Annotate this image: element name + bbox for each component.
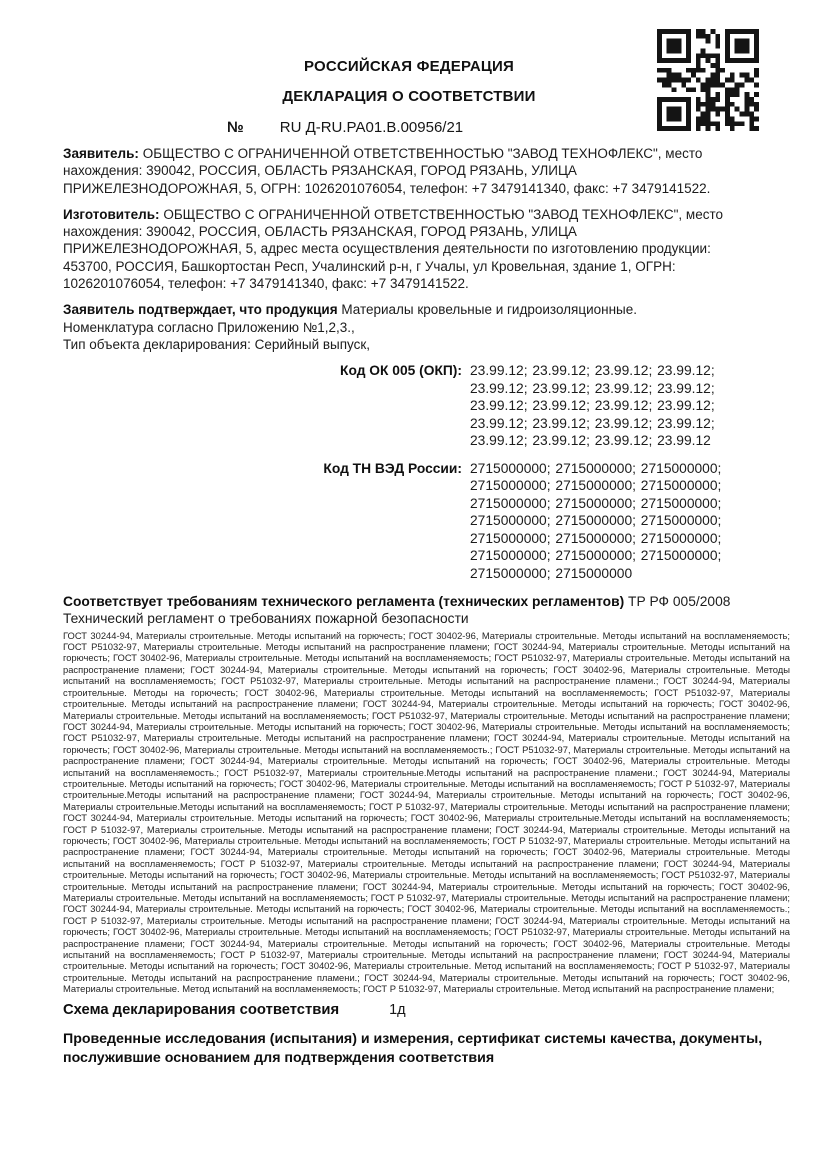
- number-sign: №: [227, 119, 244, 136]
- okp-code-values: 23.99.12; 23.99.12; 23.99.12; 23.99.12; 23.99.12; 23.99.12; 23.99.12; 23.99.12; 23.99.12; 23.99.12; 23.99.12; 23.99.12; 23.99.12; 23.99.12; 23.99.12; 23.99.12; 23.99.12; 23.99.12; 23.99.12; 23.99.12: [470, 363, 715, 449]
- compliance-heading: [63, 593, 790, 627]
- declaration-document: [63, 0, 793, 1068]
- basis-paragraph: Проведенные исследования (испытания) и измерения, сертификат системы качества, документы, послужившие основанием для подтверждения соответствия: [63, 1030, 763, 1066]
- applicant-text: ОБЩЕСТВО С ОГРАНИЧЕННОЙ ОТВЕТСТВЕННОСТЬЮ "ЗАВОД ТЕХНОФЛЕКС", место нахождения: 390042, РОССИЯ, ОБЛАСТЬ РЯЗАНСКАЯ, ГОРОД РЯЗАНЬ, УЛИЦА ПРИЖЕЛЕЗНОДОРОЖНАЯ, 5, ОГРН: 1026201076054, телефон: +7 3479141340, факс: +7 3479141522.: [63, 146, 711, 196]
- declaration-number-line: [227, 119, 793, 136]
- manufacturer-label: Изготовитель:: [63, 206, 160, 222]
- codes-section: [63, 362, 793, 582]
- country-heading: РОССИЙСКАЯ ФЕДЕРАЦИЯ: [303, 58, 514, 75]
- document-title: ДЕКЛАРАЦИЯ О СООТВЕТСТВИИ: [282, 88, 536, 105]
- product-name: Материалы кровельные и гидроизоляционные.: [341, 302, 637, 318]
- compliance-label: Соответствует требованиям технического регламента (технических регламентов): [63, 594, 625, 610]
- applicant-label: Заявитель:: [63, 146, 139, 161]
- declaration-number: RU Д-RU.РА01.В.00956/21: [279, 119, 464, 136]
- okp-code-label: Код ОК 005 (ОКП):: [340, 363, 462, 379]
- scheme-label: Схема декларирования соответствия: [63, 1001, 340, 1018]
- scheme-row: [63, 1002, 755, 1018]
- regulation-name: ТР РФ 005/2008 Технический регламент о требованиях пожарной безопасности: [63, 594, 731, 627]
- product-label: Заявитель подтверждает, что продукция: [63, 302, 338, 318]
- object-type-line: Тип объекта декларирования: Серийный выпуск,: [63, 336, 371, 352]
- manufacturer-text: ОБЩЕСТВО С ОГРАНИЧЕННОЙ ОТВЕТСТВЕННОСТЬЮ "ЗАВОД ТЕХНОФЛЕКС", место нахождения: 390042, РОССИЯ, ОБЛАСТЬ РЯЗАНСКАЯ, ГОРОД РЯЗАНЬ, УЛИЦА ПРИЖЕЛЕЗНОДОРОЖНАЯ, 5, адрес места осуществления деятельности по изготовлению продукции: 453700, РОССИЯ, Башкортостан Респ, Учалинский р-н, г Учалы, ул Кровельная, здание 1, ОГРН: 1026201076054, телефон: +7 3479141340, факс: +7 3479141522.: [63, 206, 723, 292]
- okp-code-row: [63, 362, 793, 450]
- standards-list: ГОСТ 30244-94, Материалы строительные. Методы испытаний на горючесть; ГОСТ 30402-96, Материалы строительные. Методы испытаний на воспламеняемость; ГОСТ Р51032-97, Материалы строительные. Методы испытаний на распространение пламени; ГОСТ 30244-94, Материалы строительные. Методы испытаний на горючесть; ГОСТ 30402-96, Материалы строительные. Методы испытаний на воспламеняемость; ГОСТ Р51032-97, Материалы строительные. Методы испытаний на распространение пламени; ГОСТ 30244-94, Материалы строительные. Методы испытаний на горючесть; ГОСТ 30402-96, Материалы строительные. Методы испытаний на воспламеняемость; ГОСТ Р51032-97, Материалы строительные. Методы испытаний на распространение пламени.; ГОСТ 30244-94, Материалы строительные. Методы на горючесть; ГОСТ 30402-96, Материалы строительные. Методы испытаний на воспламеняемость; ГОСТ Р51032-97, Материалы строительные. Методы испытаний на распространение пламени; ГОСТ 30244-94, Материалы строительные. Методы испытаний на горючесть; ГОСТ 30402-96, Материалы строительные. Методы испытаний на воспламеняемость; ГОСТ Р51032-97, Материалы строительные. Методы испытаний на распространение пламени; ГОСТ 30244-94, Материалы строительные. Методы испытаний на горючесть; ГОСТ 30402-96, Материалы строительные. Методы испытаний на воспламеняемость; ГОСТ Р51032-97, Материалы строительные. Методы испытаний на распространение пламени; ГОСТ 30244-94, Материалы строительные. Методы испытаний на горючесть; ГОСТ 30402-96, Материалы строительные. Методы испытаний на воспламеняемость.; ГОСТ Р51032-97, Материалы строительные. Методы испытаний на распространение пламени; ГОСТ 30244-94, Материалы строительные. Методы испытаний на горючесть; ГОСТ 30402-96, Материалы строительные. Методы испытаний на воспламеняемость.; ГОСТ Р51032-97, Материалы строительные.Методы испытаний на распространение пламени.; ГОСТ 30244-94, Материалы строительные. Методы испытаний на горючесть; ГОСТ 30402-96, Материалы строительные. Методы испытаний на воспламеняемость; ГОСТ Р 51032-97, Материалы строительные.Методы испытаний на распространение пламени; ГОСТ 30244-94, Материалы строительные. Методы испытаний на горючесть; ГОСТ 30402-96, Материалы строительные.Методы испытаний на воспламеняемость; ГОСТ Р 51032-97, Материалы строительные. Методы испытаний на распространение пламени; ГОСТ 30244-94, Материалы строительные. Методы испытаний на горючесть; ГОСТ 30402-96, Материалы строительные.Методы испытаний на воспламеняемость; ГОСТ Р 51032-97, Материалы строительные. Методы испытаний на распространение пламени; ГОСТ 30244-94, Материалы строительные. Методы испытаний на горючесть; ГОСТ 30402-96, Материалы строительные. Методы испытаний на воспламеняемость; ГОСТ Р 51032-97, Материалы строительные. Методы испытаний на распространение пламени; ГОСТ 30244-94, Материалы строительные. Методы испытаний на горючесть; ГОСТ 30402-96, Материалы строительные. Методы испытаний на воспламеняемость; ГОСТ Р 51032-97, Материалы строительные. Методы испытаний на распространение пламени; ГОСТ 30244-94, Материалы строительные. Методы испытаний на горючесть; ГОСТ 30402-96, Материалы строительные. Методы испытаний на воспламеняемость; ГОСТ Р51032-97, Материалы строительные. Методы испытаний на распространение пламени; ГОСТ 30244-94, Материалы строительные. Методы испытаний на горючесть; ГОСТ 30402-96, Материалы строительные. Методы испытаний на воспламеняемость; ГОСТ Р 51032-97, Материалы строительные. Методы испытаний на распространение пламени; ГОСТ 30244-94, Материалы строительные. Методы испытаний на горючесть; ГОСТ 30402-96, Материалы строительные. Методы испытаний на воспламеняемость.; ГОСТ Р 51032-97, Материалы строительные. Методы испытаний на распространение пламени; ГОСТ 30244-94, Материалы строительные. Методы испытаний на горючесть; ГОСТ 30402-96, Материалы строительные. Методы испытаний на воспламеняемость; ГОСТ Р51032-97, Материалы строительные. Методы испытаний на распространение пламени; ГОСТ 30244-94, Материалы строительные. Методы испытаний на горючесть; ГОСТ 30402-96, Материалы строительные. Методы испытаний на воспламеняемость; ГОСТ Р 51032-97, Материалы строительные. Методы испытаний на распространение пламени; ГОСТ 30244-94, Материалы строительные. Методы испытаний на горючесть; ГОСТ 30402-96, Материалы строительные. Метод испытаний на воспламеняемость; ГОСТ Р 51032-97, Материалы строительные. Методы испытаний на распространение пламени.; ГОСТ 30244-94, Материалы строительные. Методы испытаний на горючесть; ГОСТ 30402-96, Материалы строительные. Метод испытаний на воспламеняемость; ГОСТ Р 51032-97, Материалы строительные. Метод испытаний на распространение пламени;: [63, 629, 790, 995]
- manufacturer-paragraph: [63, 206, 755, 292]
- tnved-code-values: 2715000000; 2715000000; 2715000000; 2715000000; 2715000000; 2715000000; 2715000000; 2715000000; 2715000000; 2715000000; 2715000000; 2715000000; 2715000000; 2715000000; 2715000000; 2715000000; 2715000000; 2715000000; 2715000000; 2715000000: [470, 460, 722, 581]
- scheme-value: 1д: [389, 1001, 406, 1018]
- product-paragraph: [63, 301, 755, 318]
- tnved-code-label: Код ТН ВЭД России:: [323, 460, 462, 476]
- applicant-paragraph: [63, 145, 755, 197]
- tnved-code-row: [63, 460, 793, 583]
- nomenclature-line: Номенклатура согласно Приложению №1,2,3.,: [63, 319, 355, 335]
